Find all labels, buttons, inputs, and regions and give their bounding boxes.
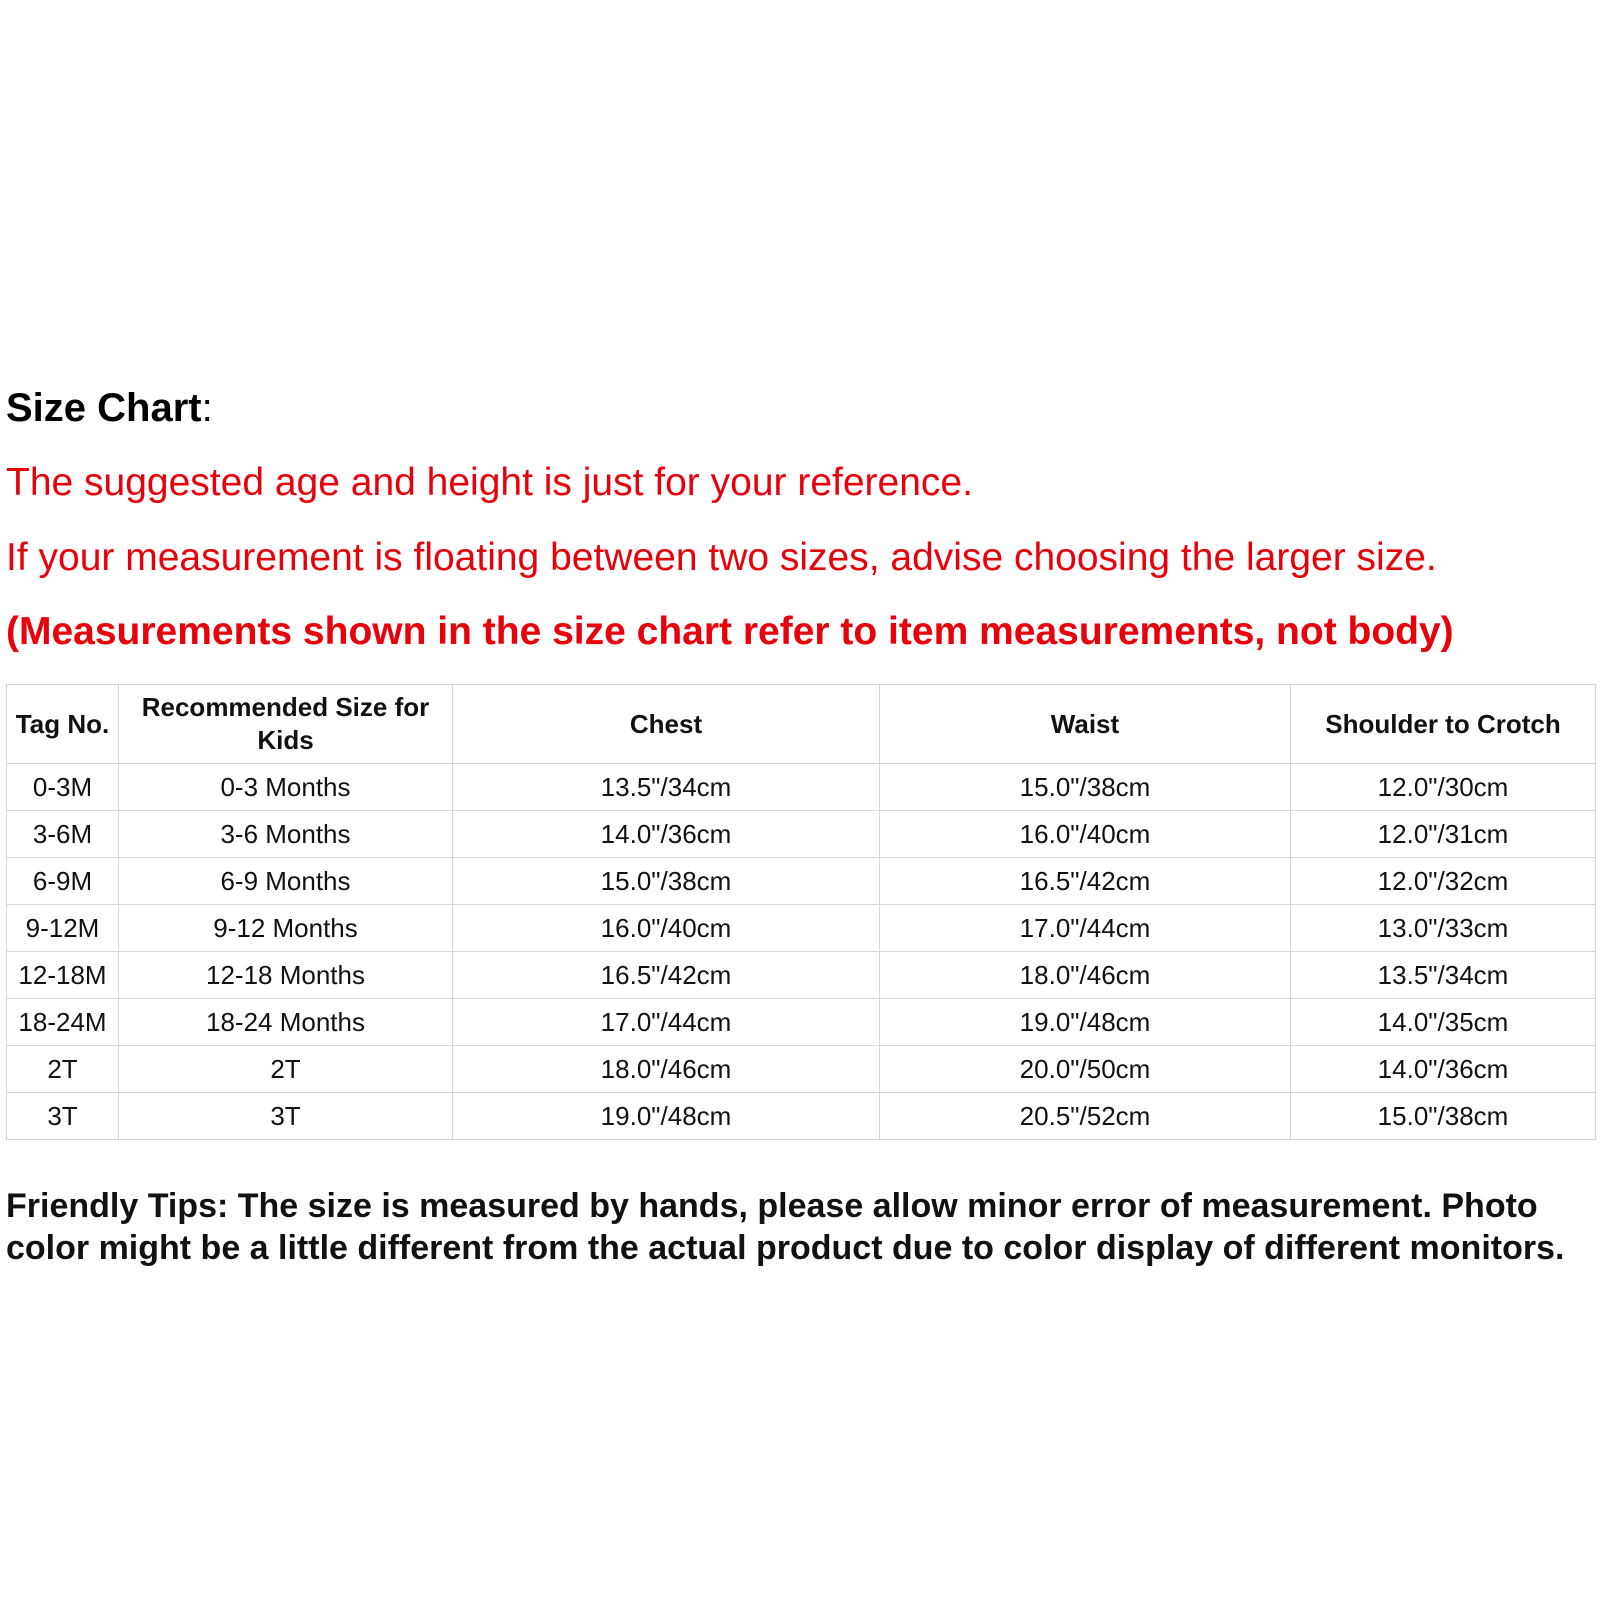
table-row	[7, 905, 1596, 952]
column-header-chest: Chest	[453, 685, 880, 764]
cell-waist: 16.0"/40cm	[880, 811, 1291, 858]
cell-waist: 16.5"/42cm	[880, 858, 1291, 905]
cell-shoulder-to-crotch: 15.0"/38cm	[1291, 1093, 1596, 1140]
cell-recommended-size: 6-9 Months	[119, 858, 453, 905]
cell-shoulder-to-crotch: 12.0"/30cm	[1291, 764, 1596, 811]
cell-chest: 19.0"/48cm	[453, 1093, 880, 1140]
cell-shoulder-to-crotch: 13.5"/34cm	[1291, 952, 1596, 999]
cell-chest: 13.5"/34cm	[453, 764, 880, 811]
cell-shoulder-to-crotch: 12.0"/31cm	[1291, 811, 1596, 858]
column-header-shoulder-to-crotch: Shoulder to Crotch	[1291, 685, 1596, 764]
table-row	[7, 811, 1596, 858]
table-row	[7, 1093, 1596, 1140]
cell-tag-no: 18-24M	[7, 999, 119, 1046]
cell-shoulder-to-crotch: 14.0"/36cm	[1291, 1046, 1596, 1093]
sizing-advice-note: If your measurement is floating between two sizes, advise choosing the larger size.	[6, 536, 1437, 579]
cell-tag-no: 6-9M	[7, 858, 119, 905]
page-title	[6, 384, 213, 432]
cell-tag-no: 2T	[7, 1046, 119, 1093]
cell-waist: 15.0"/38cm	[880, 764, 1291, 811]
cell-waist: 19.0"/48cm	[880, 999, 1291, 1046]
measurement-disclaimer: (Measurements shown in the size chart refer to item measurements, not body)	[6, 610, 1454, 653]
cell-recommended-size: 0-3 Months	[119, 764, 453, 811]
cell-chest: 15.0"/38cm	[453, 858, 880, 905]
cell-waist: 18.0"/46cm	[880, 952, 1291, 999]
cell-tag-no: 12-18M	[7, 952, 119, 999]
cell-waist: 17.0"/44cm	[880, 905, 1291, 952]
cell-chest: 17.0"/44cm	[453, 999, 880, 1046]
table-header-row	[7, 685, 1596, 764]
reference-note: The suggested age and height is just for your reference.	[6, 461, 973, 504]
cell-recommended-size: 12-18 Months	[119, 952, 453, 999]
table-row	[7, 764, 1596, 811]
cell-shoulder-to-crotch: 14.0"/35cm	[1291, 999, 1596, 1046]
page-title-colon: :	[201, 386, 213, 430]
cell-recommended-size: 9-12 Months	[119, 905, 453, 952]
cell-recommended-size: 3-6 Months	[119, 811, 453, 858]
size-table	[6, 684, 1596, 1140]
cell-shoulder-to-crotch: 13.0"/33cm	[1291, 905, 1596, 952]
cell-chest: 14.0"/36cm	[453, 811, 880, 858]
table-row	[7, 952, 1596, 999]
column-header-tag-no: Tag No.	[7, 685, 119, 764]
cell-tag-no: 3T	[7, 1093, 119, 1140]
table-row	[7, 1046, 1596, 1093]
cell-shoulder-to-crotch: 12.0"/32cm	[1291, 858, 1596, 905]
cell-chest: 18.0"/46cm	[453, 1046, 880, 1093]
size-table-container	[6, 684, 1596, 1140]
cell-chest: 16.0"/40cm	[453, 905, 880, 952]
column-header-recommended-size: Recommended Size for Kids	[119, 685, 453, 764]
cell-recommended-size: 2T	[119, 1046, 453, 1093]
cell-recommended-size: 18-24 Months	[119, 999, 453, 1046]
page-title-text: Size Chart	[6, 386, 202, 430]
cell-chest: 16.5"/42cm	[453, 952, 880, 999]
cell-tag-no: 3-6M	[7, 811, 119, 858]
cell-tag-no: 0-3M	[7, 764, 119, 811]
cell-waist: 20.5"/52cm	[880, 1093, 1291, 1140]
table-row	[7, 999, 1596, 1046]
column-header-waist: Waist	[880, 685, 1291, 764]
friendly-tips: Friendly Tips: The size is measured by hands, please allow minor error of measurement. Photo color might be a little different from the actual product due to color display of different monitors.	[6, 1187, 1565, 1267]
cell-waist: 20.0"/50cm	[880, 1046, 1291, 1093]
cell-tag-no: 9-12M	[7, 905, 119, 952]
table-row	[7, 858, 1596, 905]
cell-recommended-size: 3T	[119, 1093, 453, 1140]
